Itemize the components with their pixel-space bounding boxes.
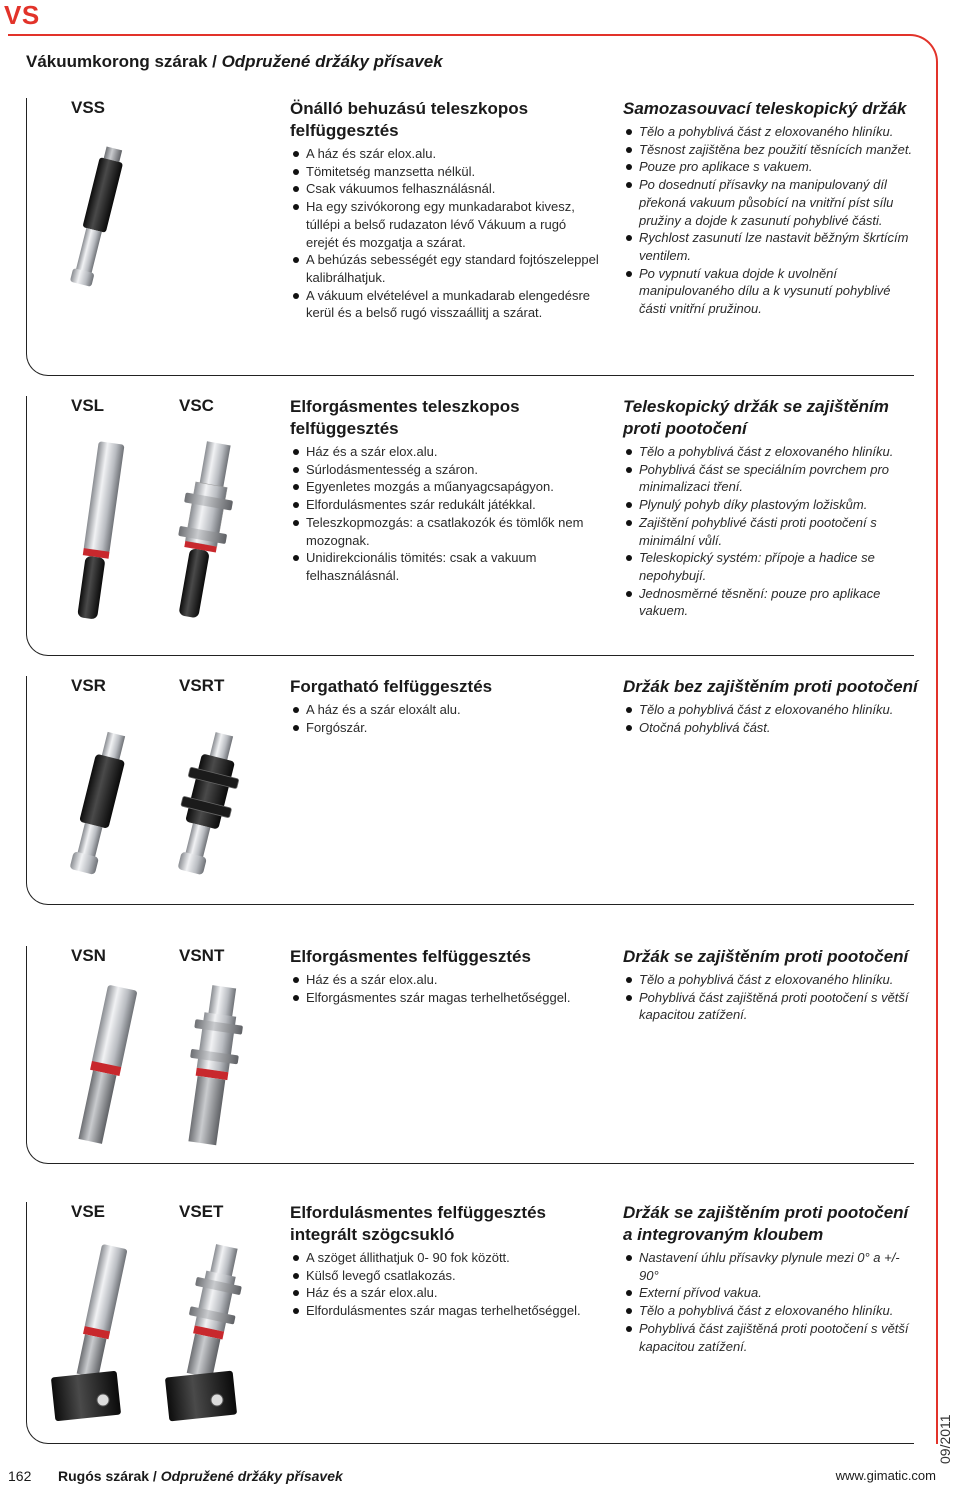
bullet-item: Těsnost zajištěna bez použití těsnících manžet. [623,141,918,159]
vset-product-image [151,1240,261,1430]
description-cz [623,676,918,736]
page-heading [26,52,443,72]
product-code: VSNT [179,946,225,965]
bullet-item: Tělo a pohyblivá část z eloxovaného hliníku. [623,443,918,461]
bullet-list-hu [290,443,602,585]
footer-title [58,1468,343,1484]
title-hu: Önálló behuzású teleszkopos felfüggesztés [290,99,529,140]
bullet-list-cz [623,971,918,1024]
product-code: VSET [179,1202,224,1221]
footer-title-italic: Odpružené držáky přísavek [160,1468,343,1484]
bullet-item: Tělo a pohyblivá část z eloxovaného hliníku. [623,123,918,141]
vsnt-product-image [163,982,263,1152]
bullet-item: Forgószár. [290,719,602,737]
bullet-item: Tělo a pohyblivá část z eloxovaného hliníku. [623,701,918,719]
description-hu [290,396,602,585]
bullet-item: Ház és a szár elox.alu. [290,1284,602,1302]
section-vsn-vsnt [26,946,914,1164]
bullet-list-hu [290,1249,602,1320]
description-cz [623,946,918,1024]
bullet-item: Po vypnutí vakua dojde k uvolnění manipulovaného dílu a k vysunutí pohyblivé části vnitřní pružinou. [623,265,918,318]
section-vse-vset [26,1202,914,1444]
description-cz [623,396,918,620]
bullet-list-cz [623,123,918,318]
vsn-product-image [61,982,151,1152]
date-stamp: 09/2011 [937,1414,953,1464]
bullet-item: A szöget állithatjuk 0- 90 fok között. [290,1249,602,1267]
bullet-item: A ház és szár elox.alu. [290,145,602,163]
product-code: VSC [179,396,214,415]
title-cz: Držák bez zajištěním proti pootočení [623,677,918,696]
product-code: VSN [71,946,106,965]
bullet-item: Pohyblivá část se speciálním povrchem pro minimalizaci tření. [623,461,918,496]
bullet-item: Pohyblivá část zajištěná proti pootočení s větší kapacitou zatížení. [623,989,918,1024]
vsr-product-image [49,728,149,888]
bullet-item: Pouze pro aplikace s vakuem. [623,158,918,176]
bullet-item: Elfordulásmentes szár redukált játékkal. [290,496,602,514]
bullet-item: Elforgásmentes szár magas terhelhetőséggel. [290,989,602,1007]
bullet-item: Unidirekcionális tömités: csak a vakuum felhasználásnál. [290,549,602,584]
description-hu [290,98,602,322]
bullet-item: Teleszkopmozgás: a csatlakozók és tömlők nem mozognak. [290,514,602,549]
page-number: 162 [8,1468,32,1484]
page-heading-main: Vákuumkorong szárak / [26,52,222,71]
bullet-item: Teleskopický systém: přípoje a hadice se nepohybují. [623,549,918,584]
page-heading-italic: Odpružené držáky přísavek [221,52,443,71]
title-cz: Držák se zajištěním proti pootočení [623,947,909,966]
product-code: VSRT [179,676,225,695]
bullet-item: Csak vákuumos felhasználásnál. [290,180,602,198]
product-code: VSL [71,396,105,415]
bullet-item: Plynulý pohyb díky plastovým ložiskům. [623,496,918,514]
bullet-item: Po dosednutí přísavky na manipulovaný díl překoná vakuum působící na vnitřní píst sílu pružiny a dojde k zasunutí pohyblivé části. [623,176,918,229]
corner-tag: VS [4,0,40,30]
vss-product-image [51,144,141,292]
bullet-item: Tömitetség manzsetta nélkül. [290,163,602,181]
title-hu: Elforgásmentes teleszkopos felfüggesztés [290,397,520,438]
bullet-item: Jednosměrné těsnění: pouze pro aplikace vakuem. [623,585,918,620]
description-hu [290,946,602,1006]
footer-url-link[interactable]: www.gimatic.com [835,1468,936,1483]
section-vsr-vsrt [26,676,918,905]
bullet-item: Zajištění pohyblivé části proti pootočení s minimální vůlí. [623,514,918,549]
bullet-item: Ha egy szivókorong egy munkadarabot kivesz, túllépi a belső rudazaton lévő Vákuum a rugó erejét és mozgatja a szárat. [290,198,602,251]
vsl-product-image [53,438,143,628]
description-hu [290,1202,602,1320]
bullet-item: Ház és a szár elox.alu. [290,443,602,461]
bullet-list-cz [623,1249,918,1355]
bullet-item: A behúzás sebességét egy standard fojtószeleppel kalibrálhatjuk. [290,251,602,286]
title-cz: Držák se zajištěním proti pootočení a integrovaným kloubem [623,1203,909,1244]
bullet-list-hu [290,145,602,322]
title-hu: Elforgásmentes felfüggesztés [290,947,531,966]
vsc-product-image [153,438,253,628]
product-code: VSR [71,676,106,695]
bullet-item: Rychlost zasunutí lze nastavit běžným škrtícím ventilem. [623,229,918,264]
footer-title-main: Rugós szárak / [58,1468,161,1484]
bullet-list-hu [290,701,602,736]
bullet-item: Pohyblivá část zajištěná proti pootočení s větší kapacitou zatížení. [623,1320,918,1355]
bullet-item: Otočná pohyblivá část. [623,719,918,737]
description-hu [290,676,602,736]
bullet-item: Elfordulásmentes szár magas terhelhetőséggel. [290,1302,602,1320]
bullet-item: A ház és a szár eloxált alu. [290,701,602,719]
title-hu: Forgatható felfüggesztés [290,677,493,696]
vse-product-image [43,1240,143,1430]
title-cz: Samozasouvací teleskopický držák [623,99,907,118]
bullet-item: Ház és a szár elox.alu. [290,971,602,989]
bullet-list-cz [623,701,918,736]
bullet-item: Egyenletes mozgás a műanyagcsapágyon. [290,478,602,496]
bullet-item: Tělo a pohyblivá část z eloxovaného hliníku. [623,1302,918,1320]
bullet-item: Externí přívod vakua. [623,1284,918,1302]
title-cz: Teleskopický držák se zajištěním proti pootočení [623,397,889,438]
bullet-item: Tělo a pohyblivá část z eloxovaného hliníku. [623,971,918,989]
bullet-item: Súrlodásmentesség a száron. [290,461,602,479]
bullet-item: Külső levegő csatlakozás. [290,1267,602,1285]
description-cz [623,1202,918,1355]
title-hu: Elfordulásmentes felfüggesztés integrált szögcsukló [290,1203,547,1244]
section-vss [26,98,914,376]
product-code: VSS [71,98,106,117]
product-code: VSE [71,1202,106,1221]
bullet-list-cz [623,443,918,620]
bullet-item: Nastavení úhlu přísavky plynule mezi 0° a +/- 90° [623,1249,918,1284]
description-cz [623,98,918,318]
bullet-list-hu [290,971,602,1006]
bullet-item: A vákuum elvételével a munkadarab elengedésre kerül és a belső rugó visszaállitj a szárat. [290,287,602,322]
section-vsl-vsc [26,396,914,656]
vsrt-product-image [151,728,261,888]
